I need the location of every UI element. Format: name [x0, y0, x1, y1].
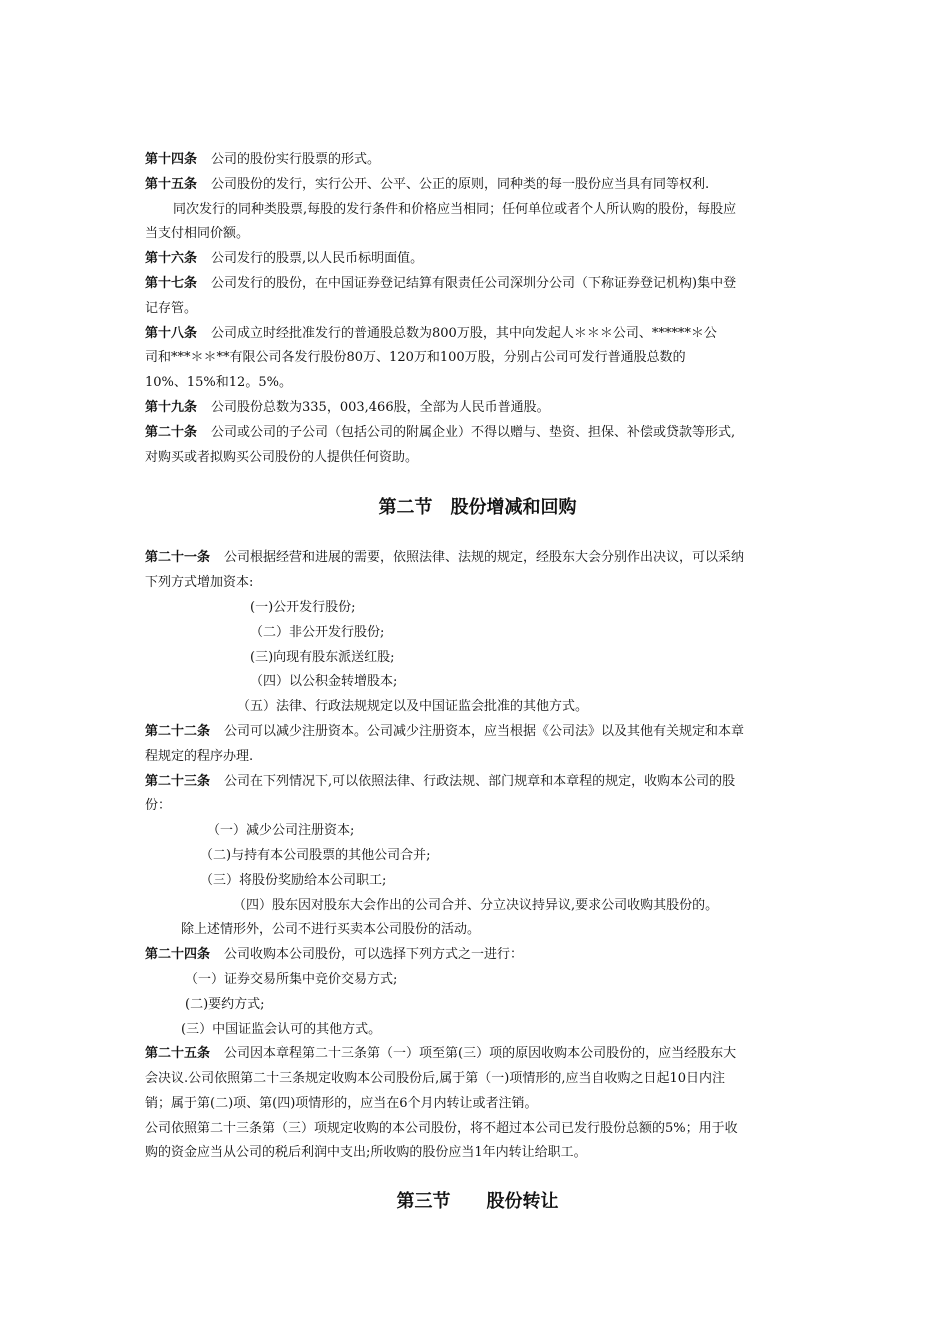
article-16 — [145, 247, 810, 272]
list-item: （一）证券交易所集中竞价交易方式; — [185, 971, 398, 987]
article-text: 公司根据经营和进展的需要，依照法律、法规的规定，经股东大会分别作出决议，可以采纳 — [224, 550, 745, 566]
article-label: 第二十三条 — [145, 773, 211, 789]
article-label: 第二十条 — [145, 424, 198, 440]
list-item: （三）将股份奖励给本公司职工; — [200, 872, 387, 888]
list-item: （五）法律、行政法规规定以及中国证监会批准的其他方式。 — [237, 699, 589, 715]
article-label: 第十九条 — [145, 399, 198, 415]
article-text: 公司的股份实行股票的形式。 — [211, 152, 381, 167]
article-23 — [145, 770, 810, 795]
article-20 — [145, 421, 810, 446]
paragraph-cont: 对购买或者拟购买公司股份的人提供任何资助。 — [145, 449, 419, 465]
article-24 — [145, 943, 810, 968]
article-text: 公司收购本公司股份，可以选择下列方式之一进行： — [224, 947, 524, 963]
article-label: 第十七条 — [145, 275, 198, 291]
list-item: (三)向现有股东派送红股; — [250, 649, 395, 665]
article-19 — [145, 396, 810, 421]
article-text: 公司在下列情况下,可以依照法律、行政法规、部门规章和本章程的规定，收购本公司的股 — [224, 773, 736, 789]
list-item: （一）减少公司注册资本; — [207, 823, 355, 839]
list-item: (三）中国证监会认可的其他方式。 — [181, 1021, 382, 1037]
article-label: 第二十四条 — [145, 947, 211, 963]
paragraph-cont: 份： — [145, 798, 172, 814]
article-label: 第十五条 — [145, 176, 198, 192]
article-text: 公司股份总数为335，003,466股，全部为人民币普通股。 — [211, 399, 550, 415]
article-18 — [145, 322, 810, 347]
article-text: 公司成立时经批准发行的普通股总数为800万股，其中向发起人＊＊＊公司、******＊公 — [211, 325, 717, 341]
list-item: （二)与持有本公司股票的其他公司合并; — [200, 847, 431, 863]
article-text: 公司可以减少注册资本。公司减少注册资本，应当根据《公司法》以及其他有关规定和本章 — [224, 723, 745, 739]
article-label: 第十四条 — [145, 152, 198, 167]
paragraph-cont: 当支付相同价额。 — [145, 226, 250, 242]
article-text: 公司或公司的子公司（包括公司的附属企业）不得以赠与、垫资、担保、补偿或贷款等形式, — [211, 424, 736, 440]
article-text: 公司发行的股份，在中国证券登记结算有限责任公司深圳分公司（下称证券登记机构)集中登 — [211, 275, 737, 291]
paragraph-cont: 程规定的程序办理. — [145, 748, 254, 764]
paragraph-cont: 10%、15%和12。5%。 — [145, 375, 292, 391]
paragraph: 公司依照第二十三条第（三）项规定收购的本公司股份，将不超过本公司已发行股份总额的5%；用于收 — [145, 1120, 738, 1136]
article-text: 公司股份的发行，实行公开、公平、公正的原则，同种类的每一股份应当具有同等权利. — [211, 176, 710, 192]
article-21 — [145, 546, 810, 571]
paragraph-cont: 购的资金应当从公司的税后利润中支出;所收购的股份应当1年内转让给职工。 — [145, 1145, 587, 1161]
article-22 — [145, 720, 810, 745]
paragraph-cont: 记存管。 — [145, 300, 198, 316]
article-text: 公司发行的股票,以人民币标明面值。 — [211, 251, 424, 267]
list-item: （四）以公积金转增股本; — [250, 674, 398, 690]
article-label: 第十八条 — [145, 325, 198, 341]
article-label: 第二十一条 — [145, 550, 211, 566]
article-label: 第二十二条 — [145, 723, 211, 739]
article-text: 公司因本章程第二十三条第（一）项至第(三）项的原因收购本公司股份的，应当经股东大 — [224, 1046, 737, 1062]
list-item: （二）非公开发行股份; — [250, 624, 385, 640]
paragraph-cont: 销；属于第(二)项、第(四)项情形的，应当在6个月内转让或者注销。 — [145, 1095, 538, 1111]
list-item: (二)要约方式; — [185, 996, 265, 1012]
paragraph: 同次发行的同种类股票,每股的发行条件和价格应当相同；任何单位或者个人所认购的股份，每股应 — [173, 201, 737, 217]
article-label: 第十六条 — [145, 251, 198, 267]
list-item: （四）股东因对股东大会作出的公司合并、分立决议持异议,要求公司收购其股份的。 — [233, 897, 719, 913]
article-17 — [145, 272, 810, 297]
article-15 — [145, 173, 810, 198]
section-2-heading: 第二节 股份增减和回购 — [378, 497, 577, 519]
document-page — [145, 148, 810, 1222]
paragraph-cont: 司和***＊＊**有限公司各发行股份80万、120万和100万股，分别占公司可发行普通股总数的 — [145, 350, 686, 366]
list-item: (一)公开发行股份; — [250, 599, 356, 615]
paragraph-cont: 会决议.公司依照第二十三条规定收购本公司股份后,属于第（一)项情形的,应当自收购之日起10日内注 — [145, 1071, 726, 1087]
article-label: 第二十五条 — [145, 1046, 211, 1062]
section-3-heading: 第三节 股份转让 — [396, 1191, 559, 1213]
article-25 — [145, 1042, 810, 1067]
article-14 — [145, 148, 810, 173]
paragraph-cont: 下列方式增加资本: — [145, 575, 254, 591]
paragraph: 除上述情形外，公司不进行买卖本公司股份的活动。 — [181, 922, 481, 938]
